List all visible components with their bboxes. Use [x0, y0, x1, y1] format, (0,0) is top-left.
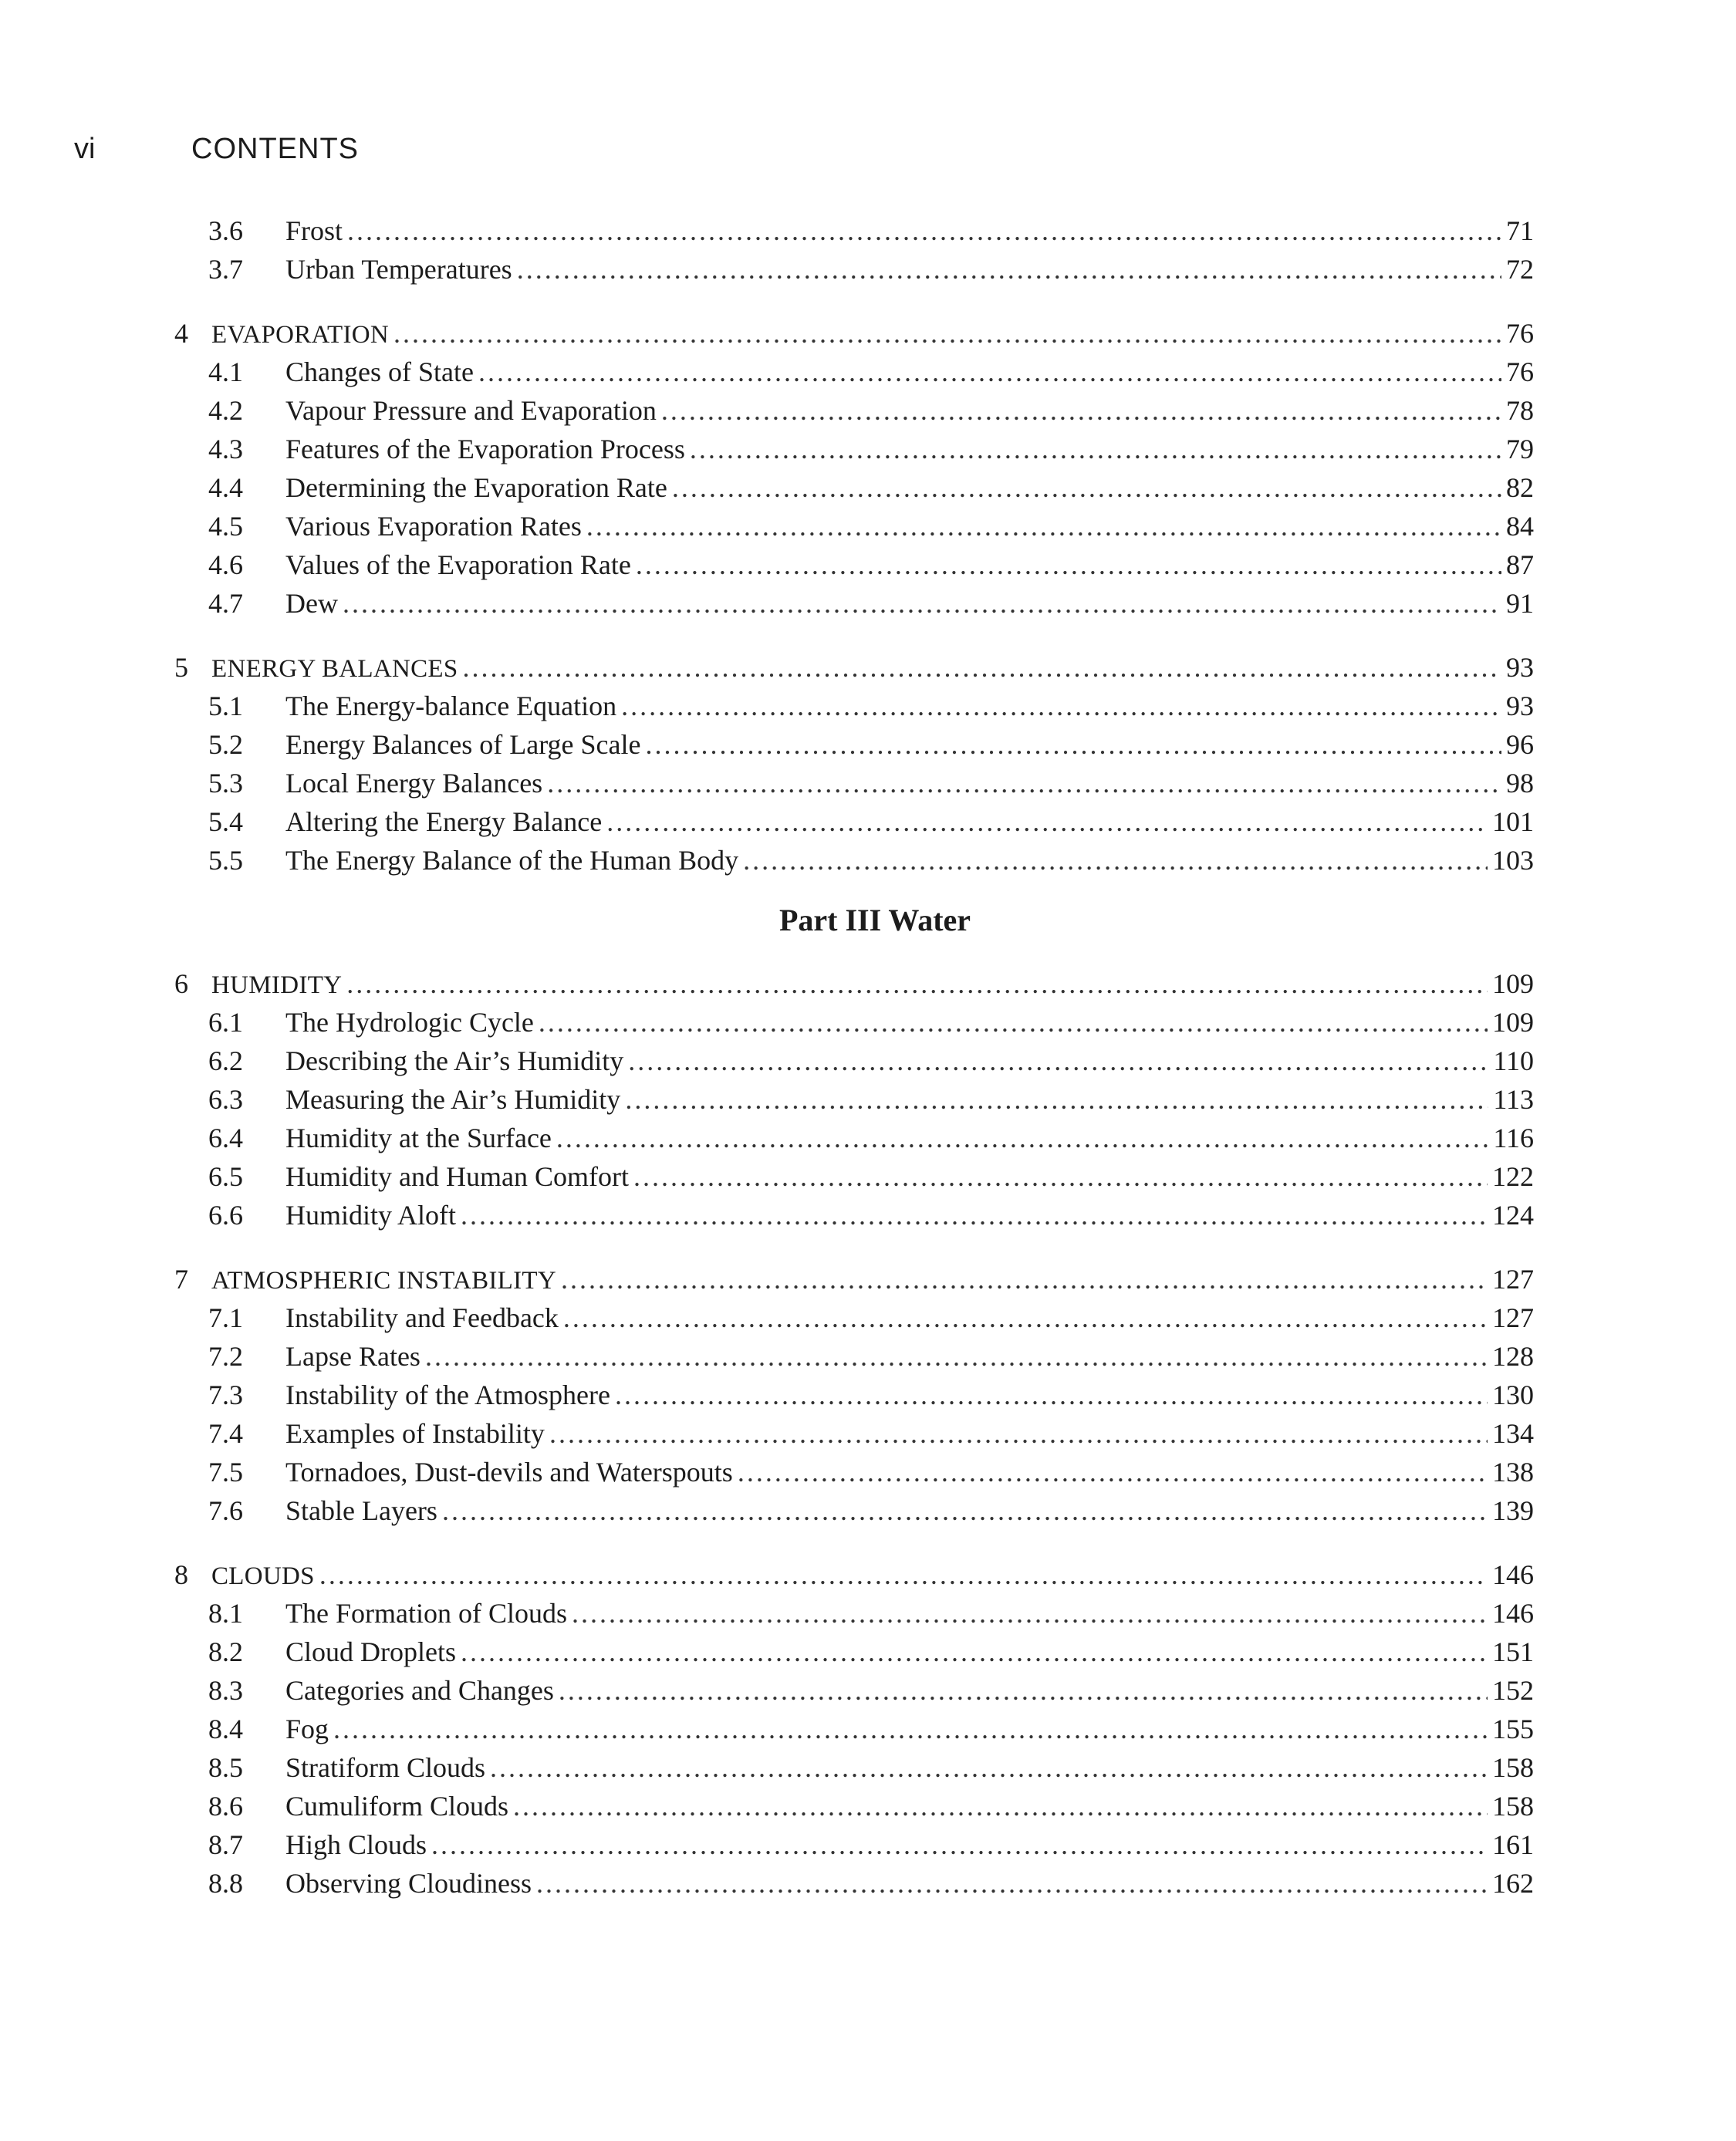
chapter-number: 5 [174, 652, 188, 683]
page-ref: 76 [1506, 356, 1534, 387]
section-title: The Hydrologic Cycle [285, 1007, 534, 1038]
dot-leader [347, 211, 1501, 250]
page-ref: 158 [1492, 1791, 1534, 1822]
section-title: Examples of Instability [285, 1418, 545, 1449]
dot-leader [572, 1594, 1488, 1633]
toc-section-entry[interactable] [208, 468, 1534, 507]
dot-leader [393, 314, 1501, 353]
dot-leader [549, 1414, 1488, 1453]
page-ref: 93 [1506, 652, 1534, 683]
section-title: Changes of State [285, 356, 474, 387]
toc-section-entry[interactable] [208, 1298, 1534, 1337]
running-title: CONTENTS [191, 133, 359, 165]
section-title: Altering the Energy Balance [285, 806, 603, 837]
toc-section-entry[interactable] [208, 507, 1534, 545]
dot-leader [333, 1710, 1488, 1748]
section-number: 5.3 [208, 768, 243, 799]
page-ref: 122 [1492, 1161, 1534, 1192]
section-number: 6.4 [208, 1123, 243, 1153]
dot-leader [319, 1555, 1488, 1594]
section-number: 3.6 [208, 215, 243, 246]
section-number: 6.1 [208, 1007, 243, 1038]
section-number: 7.5 [208, 1457, 243, 1488]
page-ref: 155 [1492, 1714, 1534, 1744]
page-ref: 76 [1506, 318, 1534, 349]
section-number: 7.3 [208, 1379, 243, 1410]
page-ref: 146 [1492, 1598, 1534, 1629]
toc-section-entry[interactable] [208, 353, 1534, 391]
toc-section-entry[interactable] [208, 1196, 1534, 1234]
dot-leader [478, 353, 1501, 391]
section-number: 8.4 [208, 1714, 243, 1744]
section-title: Vapour Pressure and Evaporation [285, 395, 657, 426]
section-number: 7.1 [208, 1302, 243, 1333]
dot-leader [743, 841, 1488, 880]
dot-leader [463, 648, 1501, 687]
toc-chapter-entry[interactable] [174, 964, 1534, 1003]
section-number: 4.1 [208, 356, 243, 387]
toc-section-entry[interactable] [208, 687, 1534, 725]
chapter-number: 6 [174, 968, 188, 999]
part-heading: Part III Water [778, 903, 971, 937]
section-title: Cloud Droplets [285, 1636, 456, 1667]
page-ref: 82 [1506, 472, 1534, 503]
group-spacer [208, 289, 1534, 314]
section-number: 8.7 [208, 1829, 243, 1860]
toc-section-entry[interactable] [208, 1157, 1534, 1196]
chapter-title: EVAPORATION [211, 321, 390, 349]
page-ref: 93 [1506, 691, 1534, 721]
toc-section-entry[interactable] [208, 1748, 1534, 1787]
section-title: Fog [285, 1714, 329, 1744]
dot-leader [547, 764, 1501, 802]
dot-leader [513, 1787, 1488, 1825]
section-title: Stratiform Clouds [285, 1752, 485, 1783]
toc-section-entry[interactable] [208, 1594, 1534, 1633]
section-title: Frost [285, 215, 343, 246]
section-number: 5.5 [208, 845, 243, 876]
dot-leader [645, 725, 1501, 764]
section-title: Tornadoes, Dust-devils and Waterspouts [285, 1457, 733, 1488]
page-ref: 124 [1492, 1200, 1534, 1231]
section-number: 8.5 [208, 1752, 243, 1783]
dot-leader [615, 1376, 1488, 1414]
dot-leader [690, 430, 1501, 468]
section-number: 8.1 [208, 1598, 243, 1629]
page-ref: 87 [1506, 549, 1534, 580]
page-ref: 158 [1492, 1752, 1534, 1783]
section-number: 4.4 [208, 472, 243, 503]
page-ref: 110 [1493, 1045, 1534, 1076]
page-ref: 78 [1506, 395, 1534, 426]
toc-section-entry[interactable] [208, 1337, 1534, 1376]
toc-chapter-entry[interactable] [174, 1260, 1534, 1298]
dot-leader [556, 1119, 1488, 1157]
section-number: 5.1 [208, 691, 243, 721]
section-number: 4.3 [208, 434, 243, 464]
toc-section-entry[interactable] [208, 1710, 1534, 1748]
section-number: 6.2 [208, 1045, 243, 1076]
chapter-title: ATMOSPHERIC INSTABILITY [211, 1267, 557, 1295]
toc-section-entry[interactable] [208, 841, 1534, 880]
section-number: 6.5 [208, 1161, 243, 1192]
page-ref: 109 [1492, 968, 1534, 999]
table-of-contents [174, 211, 1534, 1903]
section-number: 3.7 [208, 254, 243, 285]
toc-chapter-entry[interactable] [174, 314, 1534, 353]
section-number: 4.6 [208, 549, 243, 580]
page-ref: 151 [1492, 1636, 1534, 1667]
dot-leader [461, 1633, 1488, 1671]
section-number: 6.3 [208, 1084, 243, 1115]
page-ref: 79 [1506, 434, 1534, 464]
page-ref: 134 [1492, 1418, 1534, 1449]
group-spacer [208, 1234, 1534, 1260]
group-spacer [208, 623, 1534, 648]
page-ref: 152 [1492, 1675, 1534, 1706]
chapter-title: CLOUDS [211, 1562, 315, 1590]
section-title: Humidity Aloft [285, 1200, 457, 1231]
dot-leader [606, 802, 1488, 841]
section-title: Local Energy Balances [285, 768, 543, 799]
dot-leader [346, 964, 1488, 1003]
page-ref: 162 [1492, 1868, 1534, 1899]
section-number: 8.2 [208, 1636, 243, 1667]
section-title: Values of the Evaporation Rate [285, 549, 631, 580]
dot-leader [517, 250, 1501, 289]
section-number: 8.6 [208, 1791, 243, 1822]
page-ref: 113 [1493, 1084, 1534, 1115]
dot-leader [625, 1080, 1488, 1119]
section-title: Lapse Rates [285, 1341, 420, 1372]
toc-section-entry[interactable] [208, 250, 1534, 289]
toc-section-entry[interactable] [208, 764, 1534, 802]
dot-leader [636, 545, 1501, 584]
toc-section-entry[interactable] [208, 1864, 1534, 1903]
section-title: Determining the Evaporation Rate [285, 472, 667, 503]
dot-leader [661, 391, 1501, 430]
dot-leader [621, 687, 1501, 725]
toc-chapter-entry[interactable] [174, 648, 1534, 687]
section-title: Instability and Feedback [285, 1302, 559, 1333]
dot-leader [536, 1864, 1488, 1903]
page-ref: 127 [1492, 1302, 1534, 1333]
toc-section-entry[interactable] [208, 430, 1534, 468]
section-title: Humidity at the Surface [285, 1123, 552, 1153]
dot-leader [633, 1157, 1488, 1196]
section-title: High Clouds [285, 1829, 427, 1860]
dot-leader [586, 507, 1501, 545]
page-ref: 103 [1492, 845, 1534, 876]
group-spacer [208, 1530, 1534, 1555]
toc-section-entry[interactable] [208, 1633, 1534, 1671]
page-ref: 116 [1493, 1123, 1534, 1153]
toc-section-entry[interactable] [208, 1080, 1534, 1119]
section-title: Features of the Evaporation Process [285, 434, 685, 464]
page-ref: 72 [1506, 254, 1534, 285]
section-title: Observing Cloudiness [285, 1868, 532, 1899]
section-title: Urban Temperatures [285, 254, 512, 285]
section-number: 7.4 [208, 1418, 243, 1449]
dot-leader [490, 1748, 1488, 1787]
page-ref: 127 [1492, 1264, 1534, 1295]
toc-chapter-entry[interactable] [174, 1555, 1534, 1594]
dot-leader [672, 468, 1501, 507]
chapter-number: 4 [174, 318, 188, 349]
toc-section-entry[interactable] [208, 1042, 1534, 1080]
toc-section-entry[interactable] [208, 802, 1534, 841]
toc-section-entry[interactable] [208, 391, 1534, 430]
dot-leader [738, 1453, 1488, 1491]
section-number: 4.2 [208, 395, 243, 426]
page-ref: 139 [1492, 1495, 1534, 1526]
page-ref: 71 [1506, 215, 1534, 246]
toc-section-entry[interactable] [208, 1119, 1534, 1157]
page-ref: 84 [1506, 511, 1534, 542]
toc-section-entry[interactable] [208, 1825, 1534, 1864]
section-title: Energy Balances of Large Scale [285, 729, 641, 760]
dot-leader [561, 1260, 1488, 1298]
dot-leader [628, 1042, 1488, 1080]
section-number: 4.7 [208, 588, 243, 619]
section-number: 5.2 [208, 729, 243, 760]
section-title: The Energy-balance Equation [285, 691, 617, 721]
section-number: 5.4 [208, 806, 243, 837]
toc-section-entry[interactable] [208, 1453, 1534, 1491]
section-title: Describing the Air’s Humidity [285, 1045, 624, 1076]
section-title: Instability of the Atmosphere [285, 1379, 610, 1410]
dot-leader [442, 1491, 1488, 1530]
toc-section-entry[interactable] [208, 1376, 1534, 1414]
section-title: Cumuliform Clouds [285, 1791, 509, 1822]
toc-section-entry[interactable] [208, 584, 1534, 623]
page-number: vi [74, 133, 96, 165]
dot-leader [431, 1825, 1488, 1864]
page-ref: 91 [1506, 588, 1534, 619]
section-title: Categories and Changes [285, 1675, 554, 1706]
page-ref: 96 [1506, 729, 1534, 760]
section-title: Dew [285, 588, 338, 619]
dot-leader [425, 1337, 1488, 1376]
page-ref: 161 [1492, 1829, 1534, 1860]
section-title: Stable Layers [285, 1495, 437, 1526]
dot-leader [559, 1671, 1488, 1710]
section-number: 7.6 [208, 1495, 243, 1526]
page-ref: 130 [1492, 1379, 1534, 1410]
page-ref: 128 [1492, 1341, 1534, 1372]
section-number: 6.6 [208, 1200, 243, 1231]
page-ref: 101 [1492, 806, 1534, 837]
page-ref: 146 [1492, 1559, 1534, 1590]
dot-leader [343, 584, 1501, 623]
section-title: Various Evaporation Rates [285, 511, 582, 542]
toc-section-entry[interactable] [208, 1787, 1534, 1825]
toc-section-entry[interactable] [208, 1491, 1534, 1530]
dot-leader [539, 1003, 1488, 1042]
section-number: 8.8 [208, 1868, 243, 1899]
dot-leader [563, 1298, 1488, 1337]
dot-leader [461, 1196, 1488, 1234]
toc-section-entry[interactable] [208, 545, 1534, 584]
page-ref: 109 [1492, 1007, 1534, 1038]
chapter-title: ENERGY BALANCES [211, 655, 458, 683]
toc-section-entry[interactable] [208, 1003, 1534, 1042]
toc-section-entry[interactable] [208, 1671, 1534, 1710]
page-ref: 138 [1492, 1457, 1534, 1488]
section-title: Measuring the Air’s Humidity [285, 1084, 621, 1115]
page-ref: 98 [1506, 768, 1534, 799]
section-number: 7.2 [208, 1341, 243, 1372]
toc-section-entry[interactable] [208, 1414, 1534, 1453]
section-title: The Energy Balance of the Human Body [285, 845, 739, 876]
toc-section-entry[interactable] [208, 725, 1534, 764]
section-title: Humidity and Human Comfort [285, 1161, 629, 1192]
section-title: The Formation of Clouds [285, 1598, 567, 1629]
chapter-title: HUMIDITY [211, 971, 343, 999]
toc-section-entry[interactable] [208, 211, 1534, 250]
chapter-number: 8 [174, 1559, 188, 1590]
section-number: 4.5 [208, 511, 243, 542]
chapter-number: 7 [174, 1264, 188, 1295]
section-number: 8.3 [208, 1675, 243, 1706]
